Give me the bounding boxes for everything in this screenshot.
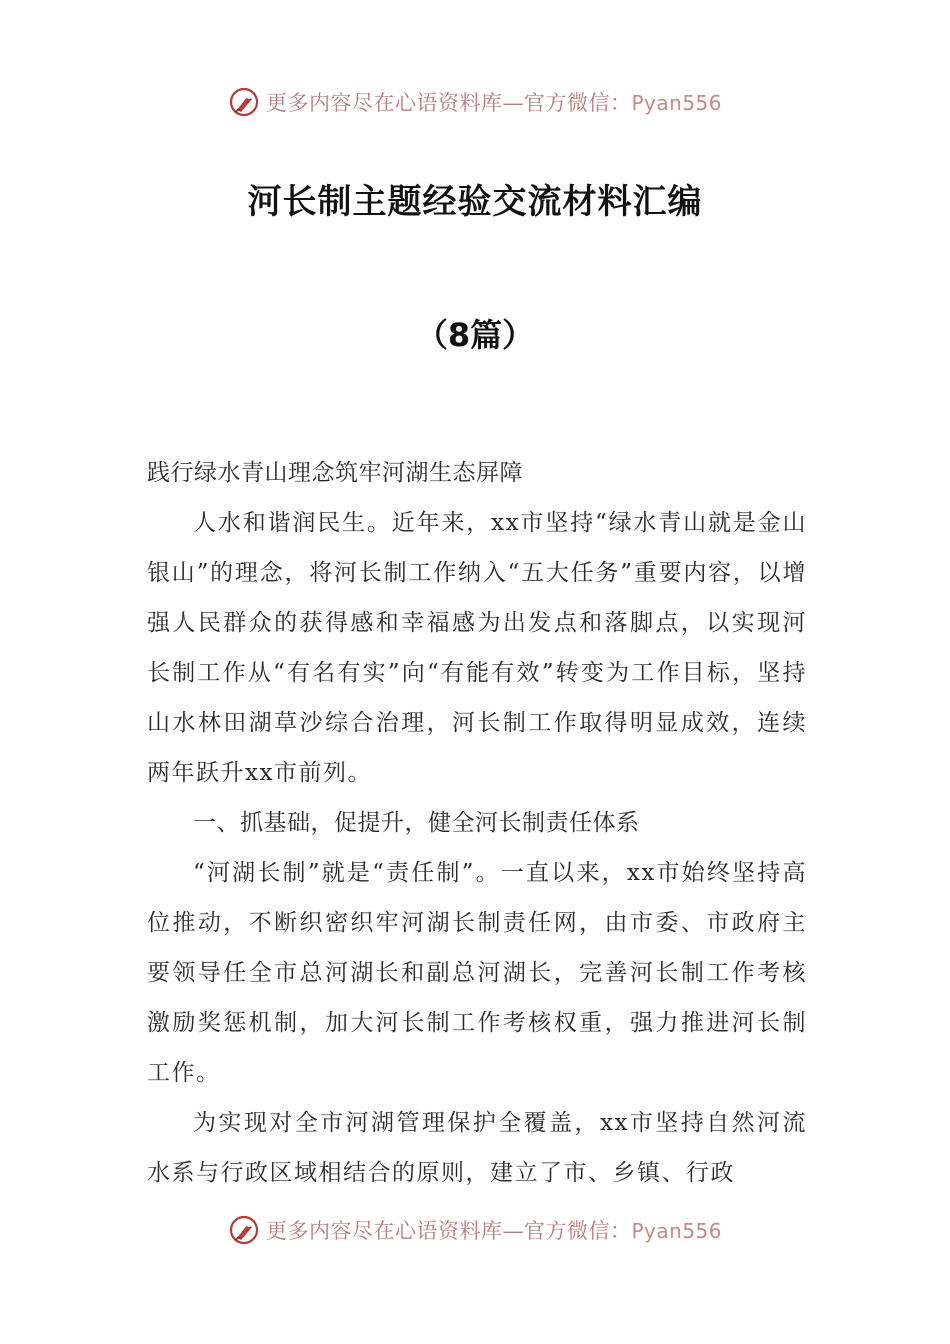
watermark-label: 更多内容尽在心语资料库—官方微信： bbox=[265, 1219, 632, 1243]
pen-nib-logo-icon bbox=[228, 86, 260, 118]
watermark-footer bbox=[0, 1210, 950, 1250]
watermark-wechat-id: Pyan556 bbox=[631, 1219, 722, 1243]
article-title: 践行绿水青山理念筑牢河湖生态屏障 bbox=[147, 460, 523, 486]
watermark-wechat-id: Pyan556 bbox=[631, 91, 722, 115]
body-paragraph: 为实现对全市河湖管理保护全覆盖，xx市坚持自然河流水系与行政区域相结合的原则，建立了市、乡镇、行政 bbox=[147, 1110, 807, 1186]
pen-nib-logo-icon bbox=[228, 1214, 260, 1246]
document-body bbox=[147, 448, 807, 1198]
document-title: 河长制主题经验交流材料汇编 bbox=[247, 182, 703, 222]
section-heading: 一、抓基础，促提升，健全河长制责任体系 bbox=[193, 810, 640, 836]
watermark-text bbox=[266, 1215, 722, 1245]
watermark-text bbox=[266, 87, 722, 117]
document-subtitle: （8篇） bbox=[415, 316, 535, 354]
body-paragraph: 人水和谐润民生。近年来，xx市坚持“绿水青山就是金山银山”的理念，将河长制工作纳入“五大任务”重要内容，以增强人民群众的获得感和幸福感为出发点和落脚点，以实现河长制工作从“有名有实”向“有能有效”转变为工作目标，坚持山水林田湖草沙综合治理，河长制工作取得明显成效，连续两年跃升xx市前列。 bbox=[147, 510, 807, 786]
body-paragraph: “河湖长制”就是“责任制”。一直以来，xx市始终坚持高位推动，不断织密织牢河湖长制责任网，由市委、市政府主要领导任全市总河湖长和副总河湖长，完善河长制工作考核激励奖惩机制，加大河长制工作考核权重，强力推进河长制工作。 bbox=[147, 860, 807, 1086]
watermark-label: 更多内容尽在心语资料库—官方微信： bbox=[265, 91, 632, 115]
watermark-header bbox=[0, 82, 950, 122]
